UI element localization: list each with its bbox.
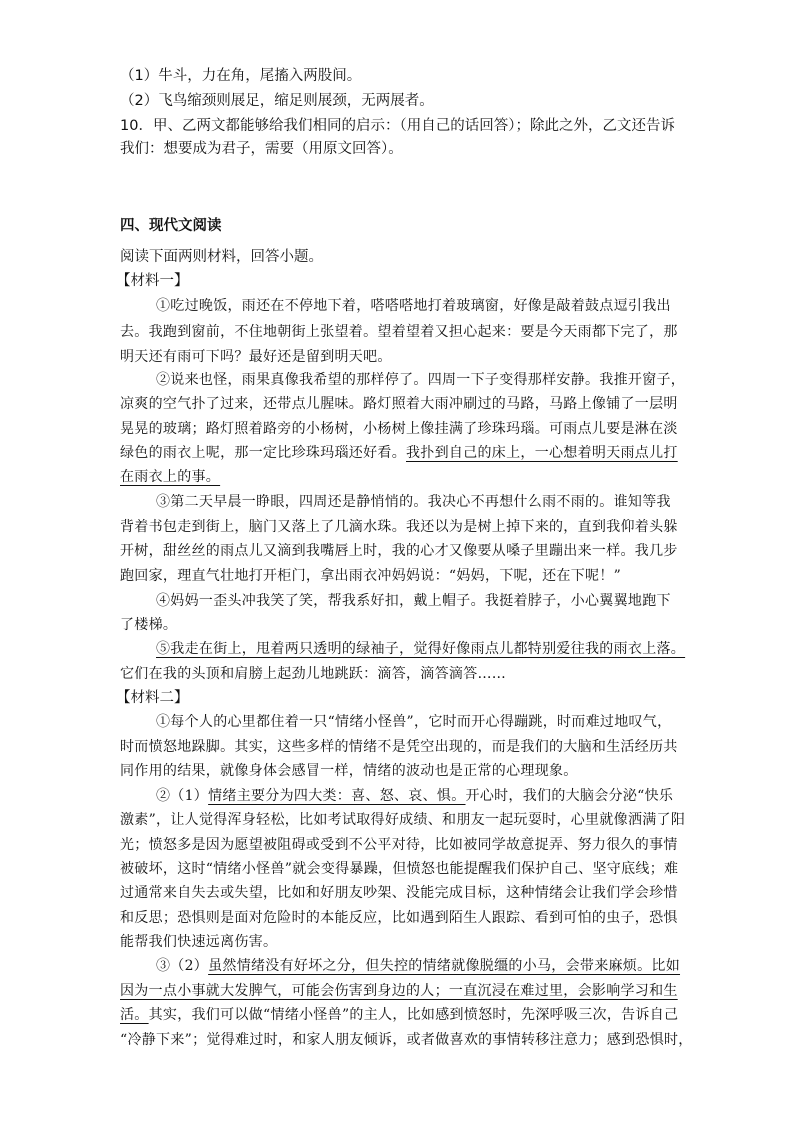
material-2-line: 光；愤怒多是因为愿望被阻碍或受到不公平对待，比如被同学故意捉弄、努力很久的事情 [120,837,678,853]
material-1-line: 明天还有雨可下吗？最好还是留到明天吧。 [120,349,392,365]
material-2-line: 被破坏，这时“情绪小怪兽”就会变得暴躁，但愤怒也能提醒我们保护自己、坚守底线；难 [120,861,679,877]
material-2-line: 时而愤怒地跺脚。其实，这些多样的情绪不是凭空出现的，而是我们的大脑和生活经历共 [120,739,678,755]
section-intro: 阅读下面两则材料，回答小题。 [120,249,323,265]
question-10-line-1: 10．甲、乙两文都能够给我们相同的启示：（用自己的话回答）；除此之外，乙文还告诉 [120,118,675,134]
underlined-sentence: 我扑到自己的床上，一心想着明天雨点儿打 [406,445,678,461]
underlined-sentence: ⑤我走在街上，甩着两只透明的绿袖子，觉得好像雨点儿都特别爱往我的雨衣上落。 [156,641,686,657]
question-9-item-2: （2）飞鸟缩颈则展足，缩足则展颈，无两展者。 [120,93,434,109]
material-2-line [156,786,673,806]
blank-marker: ③（2） [156,958,209,974]
question-9-item-1: （1）牛斗，力在角，尾搐入两股间。 [120,68,362,84]
material-1-line: 凉爽的空气扑了过来，还带点儿腥味。路灯照着大雨冲刷过的马路，马路上像铺了一层明 [120,396,678,412]
material-2-line: 和反思；恐惧则是面对危险时的本能反应，比如遇到陌生人跟踪、看到可怕的虫子，恐惧 [120,910,678,926]
material-2-line: 同作用的结果，就像身体会感冒一样，情绪的波动也是正常的心理现象。 [120,763,578,779]
material-1-line: ①吃过晚饭，雨还在不停地下着，嗒嗒嗒地打着玻璃窗，好像是敲着鼓点逗引我出 [156,298,671,314]
material-2-line [156,956,680,976]
material-2-line: “冷静下来”；觉得难过时，和家人朋友倾诉，或者做喜欢的事情转移注意力；感到恐惧时， [120,1032,693,1048]
underlined-sentence: 情绪主要分为四大类：喜、怒、哀、惧。 [208,788,466,804]
material-2-label: 【材料二】 [116,690,189,706]
material-2-line [120,1005,678,1025]
underlined-sentence: 虽然情绪没有好坏之分，但失控的情绪就像脱缰的小马，会带来麻烦。比如 [208,958,681,974]
material-2-line: 能帮我们快速远离伤害。 [120,934,278,950]
material-1-line: 开树，甜丝丝的雨点儿又滴到我嘴唇上时，我的心才又像要从嗓子里蹦出来一样。我几步 [120,543,678,559]
material-2-text: 开心时，我们的大脑会分泌“快乐 [465,788,674,804]
material-2-line: ①每个人的心里都住着一只“情绪小怪兽”，它时而开心得蹦跳，时而难过地叹气， [156,714,672,730]
question-10-line-2: 我们：想要成为君子，需要（用原文回答）。 [120,141,403,157]
material-1-line: 跑回家，理直气壮地打开柜门，拿出雨衣冲妈妈说：“妈妈，下呢，还在下呢！” [120,568,622,584]
underlined-sentence: 因为一点小事就大发脾气，可能会伤害到身边的人；一直沉浸在难过里，会影响学习和生 [120,983,678,999]
material-1-label: 【材料一】 [116,273,189,289]
material-1-line: 背着书包走到街上，脑门又落上了几滴水珠。我还以为是树上掉下来的，直到我仰着头躲 [120,519,678,535]
material-1-line [120,443,678,463]
section-heading: 四、现代文阅读 [120,218,222,234]
blank-marker: ②（1） [156,788,209,804]
material-1-line: 它们在我的头顶和肩膀上起劲儿地跳跃：滴答，滴答滴答…… [120,666,507,682]
material-2-line: 过通常来自失去或失望，比如和好朋友吵架、没能完成目标，这种情绪会让我们学会珍惜 [120,885,678,901]
material-1-text: 绿色的雨衣上呢，那一定比珍珠玛瑙还好看。 [120,445,406,461]
material-2-line: 激素”，让人觉得浑身轻松，比如考试取得好成绩、和朋友一起玩耍时，心里就像洒满了阳 [120,812,686,828]
material-1-line: 了楼梯。 [120,617,178,633]
underlined-sentence: 在雨衣上的事。 [120,469,221,485]
material-1-line: ④妈妈一歪头冲我笑了笑，帮我系好扣，戴上帽子。我挺着脖子，小心翼翼地跑下 [156,593,671,609]
material-1-line: ②说来也怪，雨果真像我希望的那样停了。四周一下子变得那样安静。我推开窗子， [156,372,686,388]
material-1-line: 去。我跑到窗前，不住地朝街上张望着。望着望着又担心起来：要是今天雨都下完了，那 [120,324,678,340]
material-1-line: 晃晃的玻璃；路灯照着路旁的小杨树，小杨树上像挂满了珍珠玛瑙。可雨点儿要是淋在淡 [120,421,678,437]
underlined-sentence: 活。 [120,1007,149,1023]
material-2-text: 其实，我们可以做“情绪小怪兽”的主人，比如感到愤怒时，先深呼吸三次，告诉自己 [148,1007,679,1023]
material-1-line: ③第二天早晨一睁眼，四周还是静悄悄的。我决心不再想什么雨不雨的。谁知等我 [156,494,671,510]
